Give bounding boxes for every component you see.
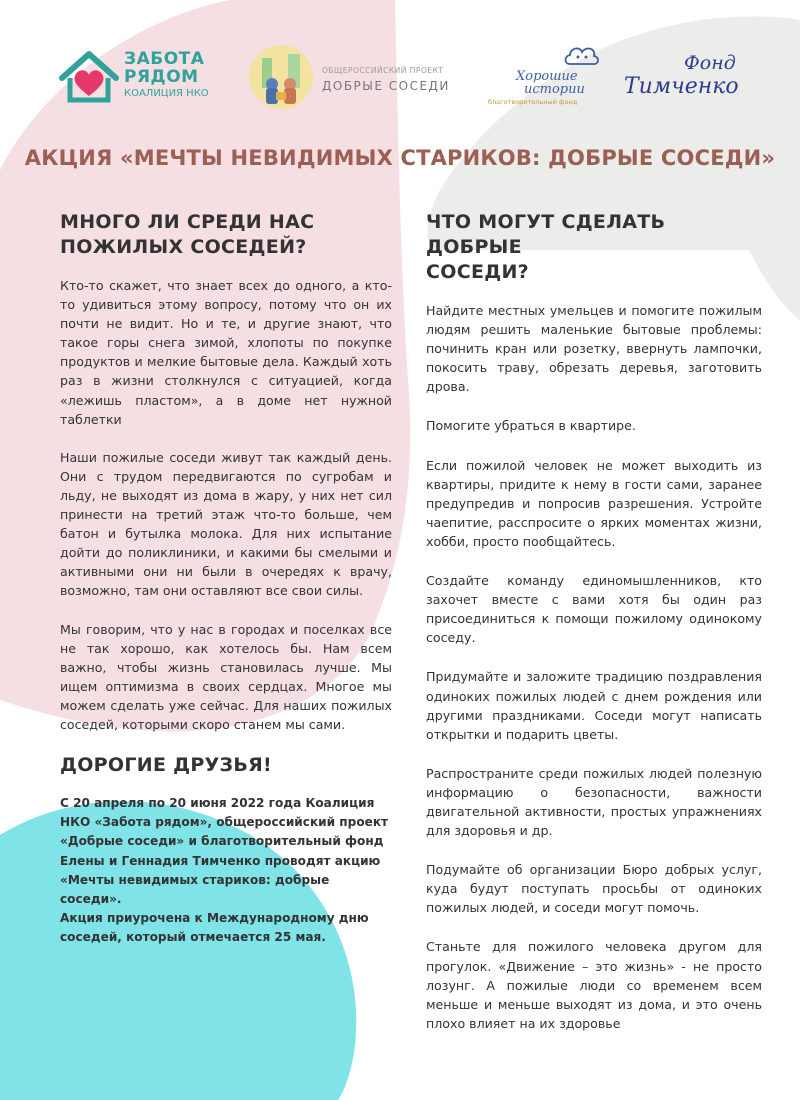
logo-fond-timchenko [622, 52, 762, 102]
campaign-date-paragraph: Акция приурочена к Международному дню соседей, который отмечается 25 мая. [60, 911, 369, 945]
dear-friends-heading: ДОРОГИЕ ДРУЗЬЯ! [60, 754, 273, 777]
left-heading [60, 210, 392, 260]
zabota-line2: РЯДОМ [124, 67, 199, 87]
zabota-line1: ЗАБОТА [124, 49, 205, 69]
left-paragraph-1: Кто-то скажет, что знает всех до одного, а кто-то удивиться этому вопросу, потому что он их почти не видит. Но и те, и другие знают, что такое горы снега зимой, хлопоты по покупке продуктов и мелкие бытовые дела. Каждый хоть раз в жизни столкнулся с ситуацией, когда «лежишь пластом», а в доме нет нужной таблетки [60, 278, 392, 427]
action-item: Распространите среди пожилых людей полезную информацию о безопасности, важности двигательной активности, простых упражнениях для здоровья и др. [426, 765, 762, 839]
cloud-doodle-icon [562, 42, 602, 72]
sosedi-supertitle: ОБЩЕРОССИЙСКИЙ ПРОЕКТ [322, 66, 444, 75]
page-title: АКЦИЯ «МЕЧТЫ НЕВИДИМЫХ СТАРИКОВ: ДОБРЫЕ СОСЕДИ» [24, 146, 776, 170]
histories-title [496, 70, 585, 96]
left-paragraph-2: Наши пожилые соседи живут так каждый день. Они с трудом передвигаются по сугробам и льду, не выходят из дома в жару, у них нет сил принести на третий этаж что-то больше, чем батон и бутылка молока. Для них испытание дойти до поликлиники, и какими бы смелыми и активными они ни были в очередях к врачу, возможно, там они оставляют все свои силы. [60, 449, 392, 599]
action-item: Помогите убраться в квартире. [426, 418, 636, 434]
histories-line1: Хорошие [516, 69, 578, 84]
left-heading-line2: ПОЖИЛЫХ СОСЕДЕЙ? [60, 236, 307, 258]
zabota-title [124, 50, 204, 86]
histories-subtitle: благотворительный фонд [488, 98, 578, 106]
right-heading [426, 210, 762, 285]
campaign-info-paragraph: С 20 апреля по 20 июня 2022 года Коалиция НКО «Забота рядом», общероссийский проект «Добрые соседи» и благотворительный фонд Елены и Геннадия Тимченко проводят акцию «Мечты невидимых стариков: добрые соседи». [60, 796, 389, 907]
action-item: Если пожилой человек не может выходить из квартиры, придите к нему в гости сами, заранее предупредив и попросив разрешения. Устройте чаепитие, расспросите о ярких моментах жизни, хобби, просто пообщайтесь. [426, 457, 762, 549]
fond-line2: Тимченко [624, 74, 739, 99]
fond-line1: Фонд [684, 52, 736, 74]
left-heading-line1: МНОГО ЛИ СРЕДИ НАС [60, 211, 315, 233]
action-item: Создайте команду единомышленников, кто захочет вместе с вами хотя бы один раз присоединиться к помощи пожилому одинокому соседу. [426, 573, 762, 646]
left-paragraph-3: Мы говорим, что у нас в городах и поселках все не так хорошо, как хотелось бы. Нам всем важно, чтобы жизнь становилась лучше. Мы ищем оптимизма в своих сердцах. Многое мы можем сделать уже сейчас. Для наших пожилых соседей, которыми скоро станем мы сами. [60, 621, 392, 732]
left-column [60, 210, 392, 948]
logo-zabota-ryadom [58, 46, 218, 106]
action-item: Подумайте об организации Бюро добрых услуг, куда будут поступать просьбы от одиноких пожилых людей, и соседи могут помочь. [426, 862, 762, 916]
zabota-subtitle: КОАЛИЦИЯ НКО [124, 88, 209, 99]
logo-khoroshie-istorii [486, 42, 606, 112]
house-heart-icon [58, 48, 120, 104]
histories-line2: истории [524, 82, 585, 97]
right-column [426, 210, 762, 1053]
right-heading-line2: СОСЕДИ? [426, 261, 529, 283]
partner-logos [0, 38, 800, 118]
logo-dobrye-sosedi [248, 42, 468, 112]
right-heading-line1: ЧТО МОГУТ СДЕЛАТЬ ДОБРЫЕ [426, 211, 666, 258]
neighbors-illustration-icon [248, 44, 314, 110]
action-item: Придумайте и заложите традицию поздравления одиноких пожилых людей с днем рождения или другими праздниками. Соседи могут написать открытки и подарить цветы. [426, 669, 762, 742]
sosedi-name: ДОБРЫЕ СОСЕДИ [322, 79, 450, 93]
action-item: Станьте для пожилого человека другом для прогулок. «Движение – это жизнь» - не просто лозунг. А пожилые люди со временем всем меньше и меньше выходят из дома, и это очень плохо влияет на их здоровье [426, 939, 762, 1031]
action-item: Найдите местных умельцев и помогите пожилым людям решить маленькие бытовые проблемы: починить кран или розетку, ввернуть лампочки, покосить траву, обрезать деревья, заготовить дрова. [426, 303, 762, 395]
